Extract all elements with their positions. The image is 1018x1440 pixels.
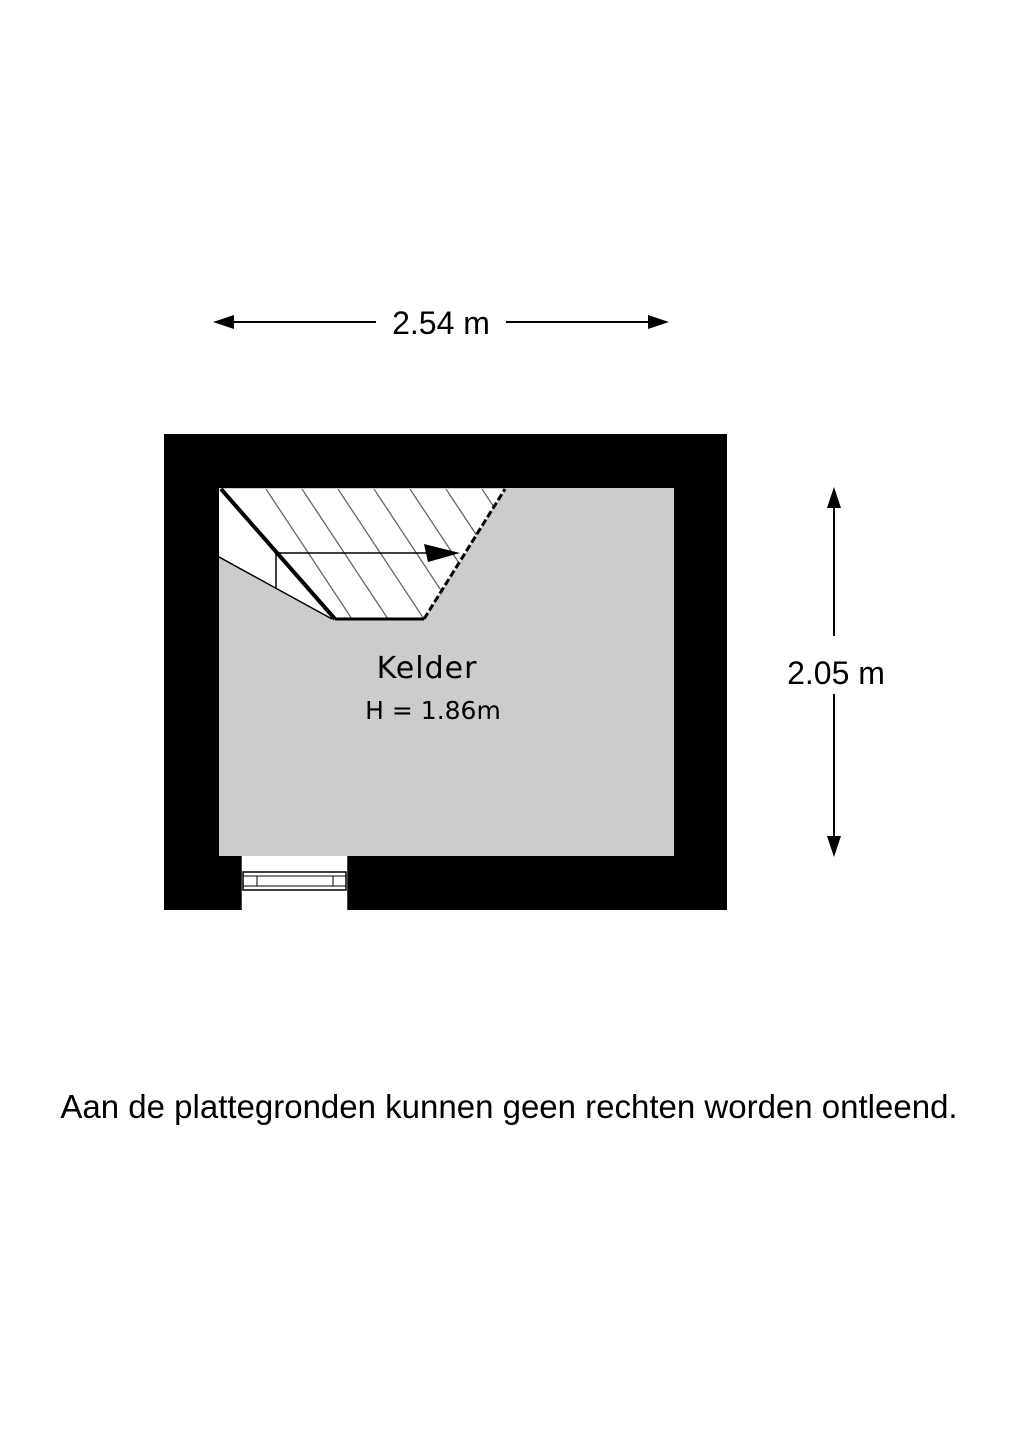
depth-dimension-label: 2.05 m <box>787 655 885 691</box>
room-name-label: Kelder <box>376 651 478 686</box>
disclaimer-text: Aan de plattegronden kunnen geen rechten worden ontleend. <box>60 1088 958 1125</box>
room-height-label: H = 1.86m <box>365 696 501 725</box>
depth-arrowhead-top <box>827 487 841 508</box>
depth-dimension <box>787 487 885 857</box>
depth-arrowhead-bottom <box>827 836 841 857</box>
width-arrowhead-right <box>648 315 669 329</box>
width-dimension <box>213 305 669 341</box>
window <box>241 856 348 910</box>
width-arrowhead-left <box>213 315 234 329</box>
width-dimension-label: 2.54 m <box>392 305 490 341</box>
